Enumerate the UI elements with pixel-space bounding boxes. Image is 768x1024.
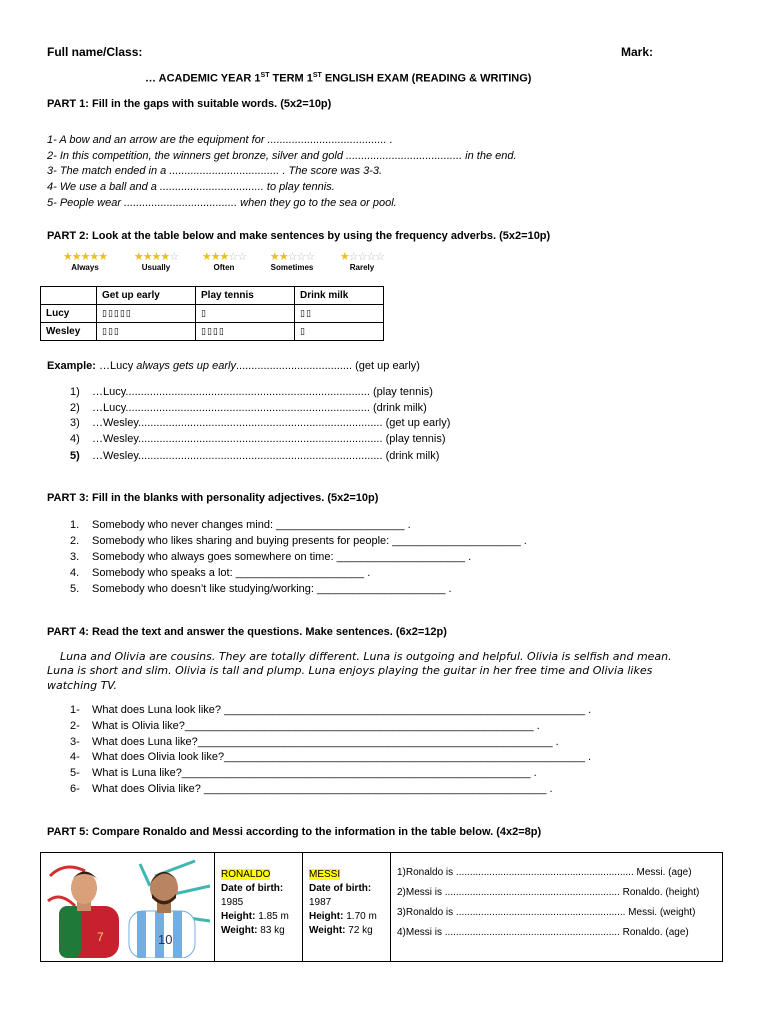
star-icon: ★: [339, 251, 349, 263]
part2-item-num: 5): [70, 450, 80, 462]
part1-item: 5- People wear ..................................... when they go to the sea or pool.: [47, 197, 397, 209]
star-icon: ★★★: [201, 251, 229, 263]
messi-figure: [129, 872, 195, 958]
star-icon: ★★★★: [133, 251, 170, 263]
star-icon: ★★: [269, 251, 288, 263]
part2-item: …Wesley................................................................................ (play tennis): [92, 433, 446, 445]
part5-question: 1)Ronaldo is ................................................................ Messi. (age): [397, 867, 692, 878]
part2-item-num: 1): [70, 386, 80, 398]
exam-title: … ACADEMIC YEAR 1ST TERM 1ST ENGLISH EXAM (READING & WRITING): [145, 72, 532, 85]
part1-title: PART 1: Fill in the gaps with suitable words. (5x2=10p): [47, 98, 332, 110]
part4-item-num: 4-: [70, 751, 80, 763]
part1-item: 3- The match ended in a .................................... . The score was 3-3.: [47, 165, 383, 177]
part2-item: …Lucy................................................................................ (drink milk): [92, 402, 427, 414]
part3-item: Somebody who never changes mind: _____________________ .: [92, 519, 411, 531]
part2-item-num: 4): [70, 433, 80, 445]
part2-item: …Wesley................................................................................ (get up early): [92, 417, 451, 429]
part1-item: 4- We use a ball and a .................................. to play tennis.: [47, 181, 335, 193]
part3-item-num: 1.: [70, 519, 80, 531]
part4-item: What does Luna look like? ___________________________________________________________ .: [92, 704, 592, 716]
part3-item: Somebody who doesn’t like studying/working: _____________________ .: [92, 583, 452, 595]
part4-item-num: 6-: [70, 783, 80, 795]
part5-title: PART 5: Compare Ronaldo and Messi according to the information in the table below. (4x2=8p): [47, 826, 542, 838]
mark-label: Mark:: [621, 45, 654, 59]
full-name-class-label: Full name/Class:: [47, 45, 143, 59]
part2-title: PART 2: Look at the table below and make sentences by using the frequency adverbs. (5x2=10p): [47, 230, 551, 242]
frequency-table: [40, 286, 384, 341]
part2-item-num: 2): [70, 402, 80, 414]
legend-usually: ★★★★☆ Usually: [133, 251, 179, 272]
part4-passage-line: watching TV.: [47, 679, 118, 692]
table-header-row: Get up early Play tennis Drink milk: [41, 287, 384, 305]
part3-item: Somebody who always goes somewhere on time: _____________________ .: [92, 551, 472, 563]
part3-title: PART 3: Fill in the blanks with personality adjectives. (5x2=10p): [47, 492, 379, 504]
legend-often: ★★★☆☆ Often: [201, 251, 247, 272]
ronaldo-figure: [59, 871, 119, 958]
part3-item-num: 2.: [70, 535, 80, 547]
svg-text:10: 10: [158, 932, 173, 947]
legend-always: ★★★★★ Always: [62, 251, 108, 272]
part2-item: …Wesley................................................................................ (drink milk): [92, 450, 440, 462]
star-icon: ★★★★★: [62, 251, 108, 263]
players-picture: [45, 856, 211, 958]
part2-example: Example: …Lucy always gets up early...................................... (get up early): [47, 360, 420, 372]
part3-item-num: 3.: [70, 551, 80, 563]
comparison-table: [40, 852, 723, 962]
part5-question: 4)Messi is ............................................................... Ronaldo. (age): [397, 927, 689, 938]
part4-item: What is Olivia like?_________________________________________________________ .: [92, 720, 540, 732]
messi-info: MESSI Date of birth: 1987 Height: 1.70 m Weight: 72 kg: [309, 869, 377, 936]
part5-question: 2)Messi is ............................................................... Ronaldo. (height): [397, 887, 700, 898]
table-row: Lucy ▯▯▯▯▯ ▯ ▯▯: [41, 305, 384, 323]
part2-item: …Lucy................................................................................ (play tennis): [92, 386, 433, 398]
part4-item-num: 3-: [70, 736, 80, 748]
table-row: Wesley ▯▯▯ ▯▯▯▯ ▯: [41, 323, 384, 341]
legend-rarely: ★☆☆☆☆ Rarely: [339, 251, 385, 272]
part4-passage-line: Luna is short and slim. Olivia is tall and plump. Luna enjoys playing the guitar in her free time and Olivia likes: [47, 664, 653, 677]
part4-item-num: 1-: [70, 704, 80, 716]
ronaldo-name: RONALDO: [221, 869, 271, 880]
part4-item: What does Olivia like? ________________________________________________________ .: [92, 783, 553, 795]
svg-text:7: 7: [97, 930, 104, 944]
messi-name: MESSI: [309, 869, 341, 880]
part3-item: Somebody who likes sharing and buying presents for people: _____________________ .: [92, 535, 527, 547]
part3-item: Somebody who speaks a lot: _____________________ .: [92, 567, 371, 579]
part1-item: 2- In this competition, the winners get bronze, silver and gold ...................................... in the end.: [47, 150, 517, 162]
players-illustration: [45, 856, 211, 958]
part4-item-num: 5-: [70, 767, 80, 779]
part3-item-num: 4.: [70, 567, 80, 579]
ronaldo-info: RONALDO Date of birth: 1985 Height: 1.85 m Weight: 83 kg: [221, 869, 289, 936]
part4-item: What is Luna like?_________________________________________________________ .: [92, 767, 537, 779]
legend-sometimes: ★★☆☆☆ Sometimes: [269, 251, 315, 272]
part4-title: PART 4: Read the text and answer the questions. Make sentences. (6x2=12p): [47, 626, 447, 638]
part2-item-num: 3): [70, 417, 80, 429]
part4-passage-line: Luna and Olivia are cousins. They are totally different. Luna is outgoing and helpful. Olivia is selfish and mean.: [60, 650, 672, 663]
part5-question: 3)Ronaldo is ............................................................. Messi. (weight): [397, 907, 696, 918]
part1-item: 1- A bow and an arrow are the equipment for ....................................... .: [47, 134, 393, 146]
part4-item: What does Olivia look like?___________________________________________________________ .: [92, 751, 592, 763]
part4-item: What does Luna like?__________________________________________________________ .: [92, 736, 559, 748]
part4-item-num: 2-: [70, 720, 80, 732]
part3-item-num: 5.: [70, 583, 80, 595]
